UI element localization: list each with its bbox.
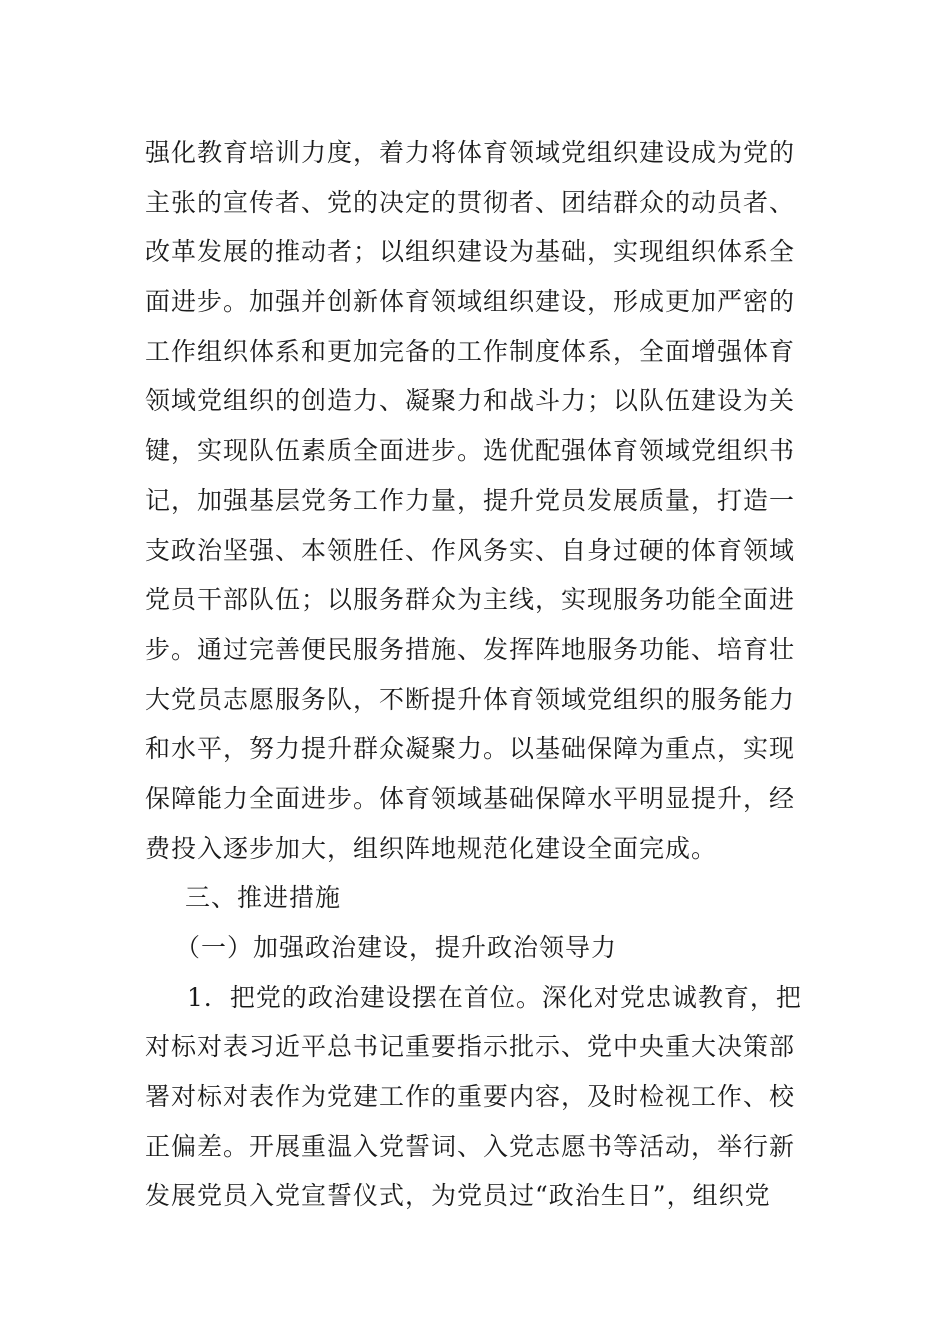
item-line: 发展党员入党宣誓仪式，为党员过“政治生日”，组织党 [145, 1181, 771, 1211]
paragraph-line: 费投入逐步加大，组织阵地规范化建设全面完成。 [145, 833, 718, 863]
paragraph-line: 步。通过完善便民服务措施、发挥阵地服务功能、培育壮 [145, 634, 796, 664]
paragraph-line: 保障能力全面进步。体育领域基础保障水平明显提升，经 [145, 783, 796, 813]
subsection-heading: （一）加强政治建设，提升政治领导力 [175, 933, 618, 962]
paragraph-line: 面进步。加强并创新体育领域组织建设，形成更加严密的 [145, 287, 796, 317]
section-heading: 三、推进措施 [185, 883, 342, 913]
item-line: 正偏差。开展重温入党誓词、入党志愿书等活动，举行新 [145, 1131, 796, 1161]
paragraph-line: 记，加强基层党务工作力量，提升党员发展质量，打造一 [145, 485, 796, 515]
item-line: 对标对表习近平总书记重要指示批示、党中央重大决策部 [145, 1032, 796, 1062]
paragraph-line: 主张的宣传者、党的决定的贯彻者、团结群众的动员者、 [145, 187, 796, 217]
paragraph-line: 工作组织体系和更加完备的工作制度体系，全面增强体育 [145, 336, 796, 366]
paragraph-line: 领域党组织的创造力、凝聚力和战斗力；以队伍建设为关 [145, 386, 796, 416]
paragraph-line: 支政治坚强、本领胜任、作风务实、自身过硬的体育领域 [145, 535, 796, 565]
document-body [145, 128, 815, 1221]
paragraph-line: 强化教育培训力度，着力将体育领域党组织建设成为党的 [145, 138, 796, 167]
paragraph-line: 和水平，努力提升群众凝聚力。以基础保障为重点，实现 [145, 734, 796, 764]
paragraph-line: 改革发展的推动者；以组织建设为基础，实现组织体系全 [145, 237, 796, 267]
paragraph-line: 党员干部队伍；以服务群众为主线，实现服务功能全面进 [145, 585, 796, 615]
item-line: 署对标对表作为党建工作的重要内容，及时检视工作、校 [145, 1082, 796, 1112]
paragraph-line: 键，实现队伍素质全面进步。选优配强体育领域党组织书 [145, 436, 796, 466]
item-line: 1．把党的政治建设摆在首位。深化对党忠诚教育，把 [187, 982, 802, 1012]
paragraph-line: 大党员志愿服务队，不断提升体育领域党组织的服务能力 [145, 684, 796, 714]
